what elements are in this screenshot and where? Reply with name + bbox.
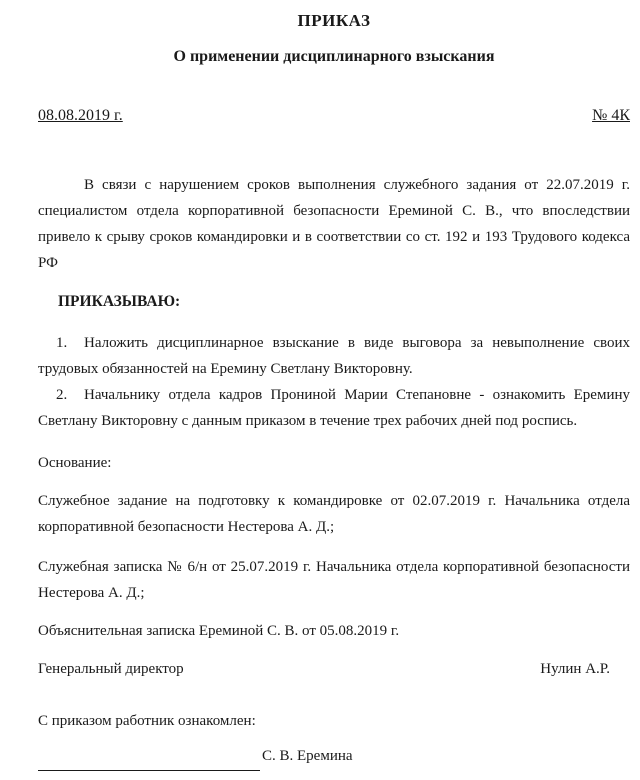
intro-paragraph: В связи с нарушением сроков выполнения служебного задания от 22.07.2019 г. специалистом отдела корпоративной безопасности Ереминой С. В., что впоследствии привело к срыву сроков командировки и в соответствии со ст. 192 и 193 Трудового кодекса РФ [38, 177, 630, 271]
order-item-2 [38, 382, 630, 434]
signature-line [38, 756, 260, 771]
director-position: Генеральный директор [38, 661, 184, 677]
order-item-number: 2. [56, 387, 68, 403]
employee-name: С. В. Еремина [262, 748, 353, 764]
order-number: № 4К [592, 107, 630, 124]
order-item-text: Начальнику отдела кадров Прониной Марии Степановне - ознакомить Еремину Светлану Викторовну с данным приказом в течение трех рабочих дней под роспись. [38, 387, 630, 429]
basis-item-3: Объяснительная записка Ереминой С. В. от 05.08.2019 г. [38, 623, 400, 639]
basis-item-1: Служебное задание на подготовку к командировке от 02.07.2019 г. Начальника отдела корпоративной безопасности Нестерова А. Д.; [38, 493, 630, 535]
director-name: Нулин А.Р. [540, 661, 610, 677]
document-subtitle: О применении дисциплинарного взыскания [173, 48, 495, 65]
order-item-text: Наложить дисциплинарное взыскание в виде выговора за невыполнение своих трудовых обязанностей на Еремину Светлану Викторовну. [38, 335, 630, 377]
basis-item-2: Служебная записка № 6/н от 25.07.2019 г. Начальника отдела корпоративной безопасности Нестерова А. Д.; [38, 559, 630, 601]
acknowledgement-text: С приказом работник ознакомлен: [38, 713, 256, 729]
order-date: 08.08.2019 г. [38, 107, 123, 124]
order-item-1 [38, 330, 630, 382]
basis-label: Основание: [38, 455, 112, 471]
order-heading: ПРИКАЗЫВАЮ: [58, 293, 181, 310]
document-title: ПРИКАЗ [297, 11, 371, 30]
order-item-number: 1. [56, 335, 68, 351]
